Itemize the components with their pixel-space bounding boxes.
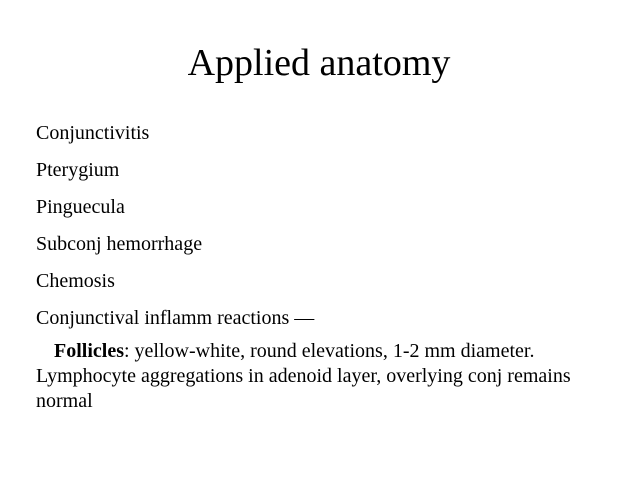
list-item-pterygium: Pterygium — [36, 159, 120, 181]
item-list — [36, 115, 626, 337]
slide-title: Applied anatomy — [187, 42, 451, 84]
list-item-subconj-hemorrhage: Subconj hemorrhage — [36, 233, 203, 255]
follicles-paragraph — [36, 339, 631, 414]
follicles-term: Follicles — [54, 340, 124, 362]
list-item-chemosis: Chemosis — [36, 270, 115, 292]
list-item-inflamm-reactions: Conjunctival inflamm reactions — — [36, 307, 315, 329]
list-item-conjunctivitis: Conjunctivitis — [36, 122, 150, 144]
follicles-definition: : yellow-white, round elevations, 1-2 mm diameter. Lymphocyte aggregations in adenoid layer, overlying conj remains normal — [36, 340, 571, 412]
list-item-pinguecula: Pinguecula — [36, 196, 125, 218]
